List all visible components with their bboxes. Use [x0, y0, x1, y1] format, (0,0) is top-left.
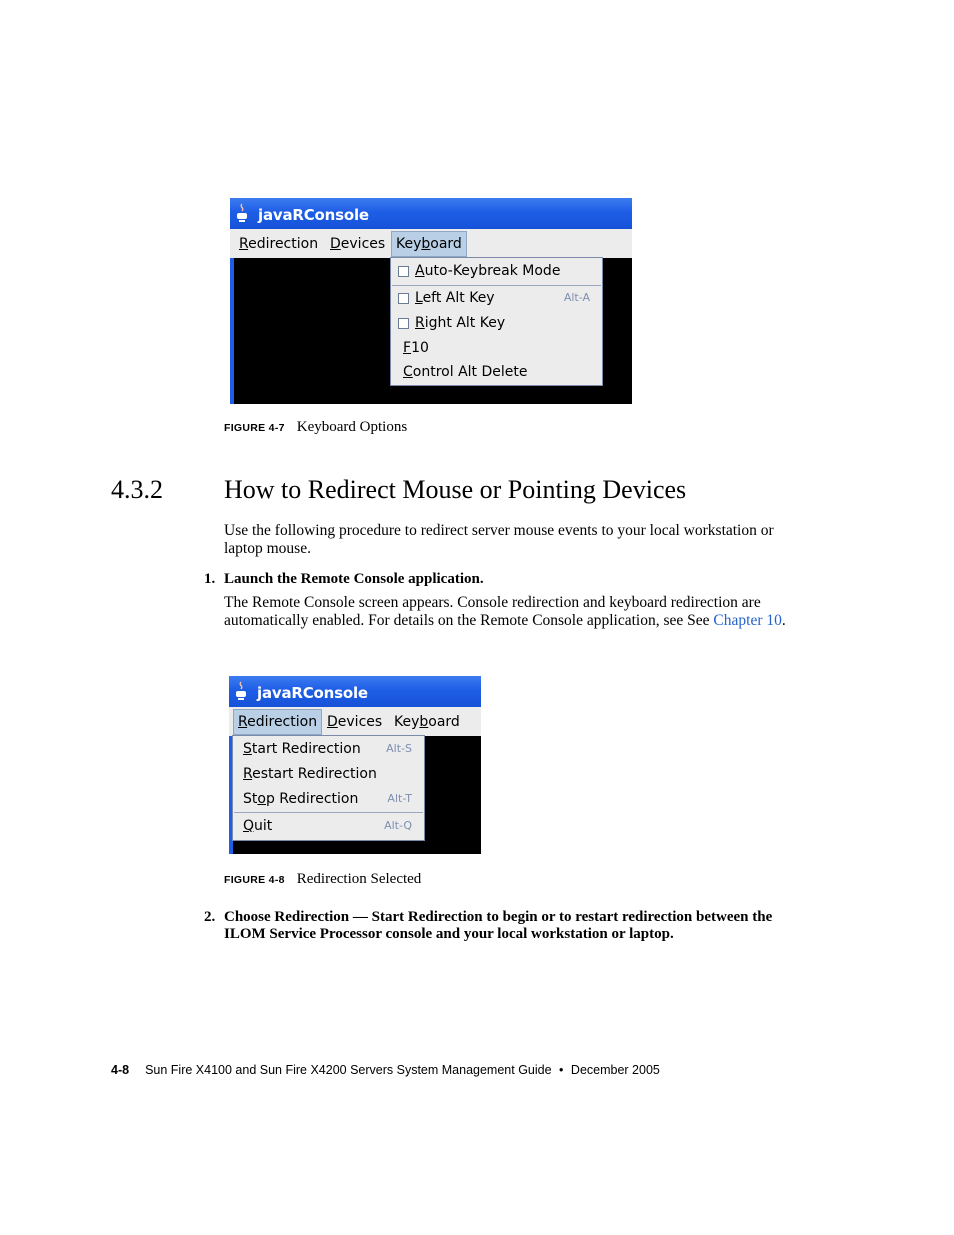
menu-bar: [230, 229, 632, 258]
page-footer: [111, 1063, 660, 1077]
chapter-10-link[interactable]: Chapter 10: [713, 612, 782, 629]
keyboard-options-screenshot: [230, 198, 632, 404]
body-text: The Remote Console screen appears. Console redirection and keyboard redirection are automatically enabled. For details on the Remote Console application, see See: [224, 594, 761, 629]
redirection-menu-popup: [232, 735, 425, 841]
step-1-body: [224, 594, 804, 630]
section-number: 4.3.2: [111, 475, 163, 504]
menu-keyboard[interactable]: Keyboard: [391, 231, 467, 257]
title-bar: [230, 198, 632, 229]
menu-devices[interactable]: Devices: [327, 714, 383, 730]
checkbox[interactable]: [398, 266, 409, 277]
figure-label: FIGURE 4-8: [224, 874, 285, 886]
step-text: Choose Redirection — Start Redirection to begin or to restart redirection between the ILOM Service Processor console and your local workstation or laptop.: [224, 909, 773, 942]
menu-devices[interactable]: Devices: [330, 236, 386, 252]
menu-item-restart-redirection[interactable]: Restart Redirection: [243, 766, 377, 782]
figure-caption-text: Keyboard Options: [296, 419, 408, 435]
menu-item-auto-keybreak-mode[interactable]: Auto-Keybreak Mode: [391, 259, 602, 283]
menu-separator: [234, 812, 423, 813]
step-number: 2.: [204, 909, 216, 925]
redirection-selected-screenshot: [229, 676, 481, 854]
figure-label: FIGURE 4-7: [224, 422, 285, 434]
section-title: How to Redirect Mouse or Pointing Devices: [224, 475, 687, 504]
window-title: javaRConsole: [258, 206, 369, 224]
step-number: 1.: [204, 571, 216, 587]
keyboard-menu-popup: [390, 257, 603, 386]
accelerator-label: Alt-S: [386, 742, 412, 755]
page-number: 4-8: [111, 1063, 130, 1077]
checkbox[interactable]: [398, 293, 409, 304]
checkbox[interactable]: [398, 318, 409, 329]
menu-redirection[interactable]: Redirection: [239, 236, 319, 252]
menu-bar: [229, 707, 481, 736]
window-title: javaRConsole: [257, 684, 368, 702]
intro-paragraph: Use the following procedure to redirect server mouse events to your local workstation or laptop mouse.: [224, 522, 774, 557]
menu-keyboard[interactable]: Keyboard: [394, 714, 460, 730]
menu-item-stop-redirection[interactable]: Stop Redirection Alt-T: [233, 787, 424, 811]
accelerator-label: Alt-T: [387, 792, 412, 805]
figure-caption-text: Redirection Selected: [296, 871, 422, 887]
footer-bullet: •: [559, 1063, 564, 1077]
accelerator-label: Alt-A: [563, 291, 590, 304]
footer-title: Sun Fire X4100 and Sun Fire X4200 Servers System Management Guide: [145, 1063, 552, 1077]
menu-item-f10[interactable]: F10: [403, 340, 429, 356]
java-icon: [236, 203, 248, 223]
menu-item-right-alt-key[interactable]: Right Alt Key: [391, 311, 602, 335]
java-icon: [235, 681, 247, 701]
menu-item-left-alt-key[interactable]: Left Alt Key Alt-A: [391, 286, 602, 310]
step-text: Launch the Remote Console application.: [224, 571, 484, 587]
menu-item-quit[interactable]: Quit Alt-Q: [233, 814, 424, 838]
footer-date: December 2005: [570, 1063, 660, 1077]
figure-caption: [224, 419, 407, 436]
menu-redirection[interactable]: Redirection: [233, 709, 322, 735]
figure-caption: [224, 871, 421, 888]
menu-item-start-redirection[interactable]: Start Redirection Alt-S: [233, 737, 424, 761]
title-bar: [229, 676, 481, 707]
accelerator-label: Alt-Q: [384, 819, 412, 832]
body-text-end: .: [781, 612, 786, 629]
menu-item-control-alt-delete[interactable]: Control Alt Delete: [403, 364, 528, 380]
